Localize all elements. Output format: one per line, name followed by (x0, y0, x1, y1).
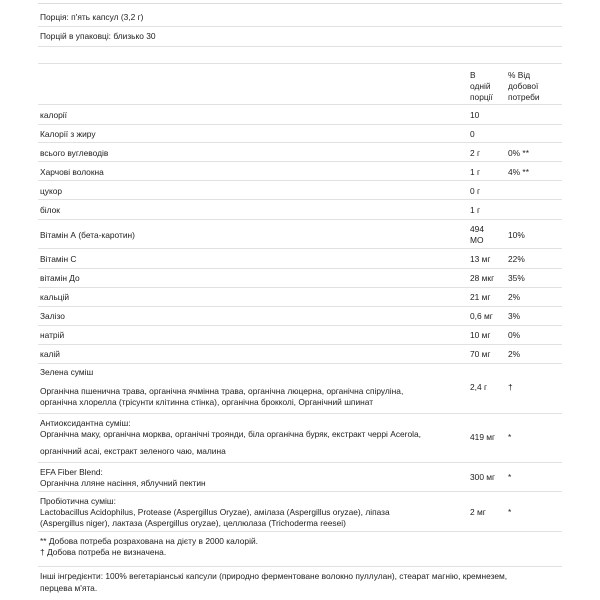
nutrient-dv: 4% ** (508, 167, 529, 177)
nutrient-name: вітамін До (40, 273, 80, 283)
blend-amount: 2 мг (470, 507, 486, 517)
nutrient-amount: 2 г (470, 148, 481, 158)
divider (38, 344, 562, 345)
nutrient-amount: 10 (470, 110, 480, 120)
footnote: † Добова потреба не визначена. (40, 547, 167, 557)
blend-dv: * (508, 472, 512, 482)
nutrient-dv: 35% (508, 273, 525, 283)
nutrient-name: кальцій (40, 292, 70, 302)
divider (38, 26, 562, 27)
blend-amount: 300 мг (470, 472, 496, 482)
other-ingredients: перцева м'ята. (40, 583, 98, 593)
divider (38, 306, 562, 307)
divider (38, 462, 562, 463)
blend-dv: * (508, 507, 512, 517)
divider (38, 325, 562, 326)
divider (38, 491, 562, 492)
divider (38, 161, 562, 162)
nutrient-amount: 28 мкг (470, 273, 495, 283)
divider (38, 566, 562, 567)
nutrient-dv: 2% (508, 349, 521, 359)
daily-value-header: % Від добової потреби (508, 70, 540, 102)
blend-ingredients: Органічна маку, органічна морква, органічні троянди, біла органічна буряк, екстракт черрі Acerola, (40, 429, 421, 439)
divider (38, 268, 562, 269)
blend-amount: 2,4 г (470, 382, 488, 392)
divider (38, 287, 562, 288)
divider (38, 248, 562, 249)
blend-title: EFA Fiber Blend: (40, 467, 103, 477)
nutrient-name: калій (40, 349, 60, 359)
blend-ingredients: Органічна лляне насіння, яблучний пектин (40, 478, 206, 488)
divider (38, 219, 562, 220)
divider (38, 180, 562, 181)
blend-title: Зелена суміш (40, 367, 94, 377)
blend-title: Антиоксидантна суміш: (40, 418, 131, 428)
nutrient-amount: 70 мг (470, 349, 491, 359)
divider (38, 124, 562, 125)
nutrient-dv: 0% (508, 330, 521, 340)
blend-ingredients: органічна хлорелла (трісунти клітинна стінка), органічна брокколі, Органічний шпинат (40, 397, 374, 407)
nutrient-dv: 10% (508, 230, 525, 240)
divider (38, 63, 562, 64)
serving-size: Порція: п'ять капсул (3,2 г) (40, 12, 144, 22)
nutrient-amount: 0 (470, 129, 475, 139)
nutrient-amount: 1 г (470, 167, 481, 177)
nutrient-dv: 0% ** (508, 148, 529, 158)
nutrient-amount: 0,6 мг (470, 311, 493, 321)
nutrient-name: цукор (40, 186, 63, 196)
blend-dv: † (508, 382, 513, 392)
nutrient-dv: 3% (508, 311, 521, 321)
nutrient-name: всього вуглеводів (40, 148, 109, 158)
nutrient-name: Залізо (40, 311, 65, 321)
nutrient-amount: 21 мг (470, 292, 491, 302)
divider (38, 3, 562, 4)
nutrient-dv: 22% (508, 254, 525, 264)
other-ingredients: Інші інгредієнти: 100% вегетаріанські капсули (природно ферментоване волокно пуллулан), стеарат магнію, кремнезем, (40, 571, 508, 581)
divider (38, 413, 562, 414)
divider (38, 46, 562, 47)
blend-amount: 419 мг (470, 432, 496, 442)
nutrient-name: білок (40, 205, 60, 215)
blend-ingredients: органічний асаі, екстракт зеленого чаю, малина (40, 446, 226, 456)
blend-ingredients: Lactobacillus Acidophilus, Protease (Aspergillus Oryzae), амілаза (Aspergillus oryzae), ліпаза (40, 507, 390, 517)
nutrient-name: Вітамін С (40, 254, 77, 264)
divider (38, 199, 562, 200)
nutrient-name: Вітамін А (бета-каротин) (40, 230, 135, 240)
nutrient-amount: 0 г (470, 186, 481, 196)
nutrient-dv: 2% (508, 292, 521, 302)
divider (38, 142, 562, 143)
divider (38, 531, 562, 532)
divider (38, 104, 562, 105)
nutrient-name: Калорії з жиру (40, 129, 96, 139)
blend-title: Пробіотична суміш: (40, 496, 116, 506)
nutrient-name: натрій (40, 330, 65, 340)
nutrient-amount: 13 мг (470, 254, 491, 264)
nutrient-name: Харчові волокна (40, 167, 104, 177)
servings-per-container: Порцій в упаковці: близько 30 (40, 31, 156, 41)
blend-ingredients: Органічна пшенична трава, органічна ячмінна трава, органічна люцерна, органічна спіруліна, (40, 386, 404, 396)
nutrient-amount: 494 МО (470, 224, 484, 245)
footnote: ** Добова потреба розрахована на дієту в 2000 калорій. (40, 536, 258, 546)
blend-dv: * (508, 432, 512, 442)
amount-per-serving-header: В одній порції (470, 70, 493, 102)
nutrient-amount: 10 мг (470, 330, 491, 340)
divider (38, 363, 562, 364)
blend-ingredients: (Aspergillus niger), лактаза (Aspergillus oryzae), целлюлаза (Trichoderma reesei) (40, 518, 346, 528)
nutrient-amount: 1 г (470, 205, 481, 215)
nutrient-name: калорії (40, 110, 67, 120)
